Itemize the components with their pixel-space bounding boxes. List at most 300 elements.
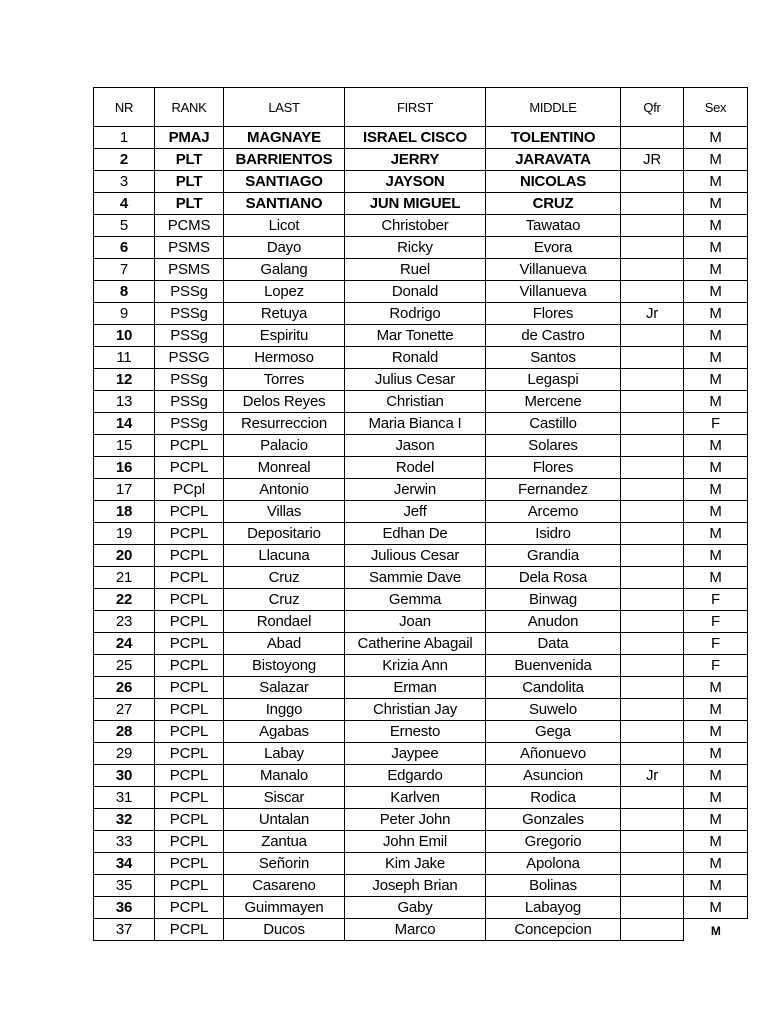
cell-last: Retuya <box>224 303 345 325</box>
cell-rank: PSSg <box>155 413 224 435</box>
cell-middle: Binwag <box>486 589 621 611</box>
table-row <box>94 413 748 435</box>
cell-sex: M <box>684 369 748 391</box>
cell-rank: PSSg <box>155 391 224 413</box>
cell-middle: Castillo <box>486 413 621 435</box>
cell-rank: PCPL <box>155 853 224 875</box>
cell-sex: M <box>684 171 748 193</box>
cell-last: Agabas <box>224 721 345 743</box>
cell-qfr <box>621 787 684 809</box>
cell-first: Peter John <box>345 809 486 831</box>
table-row <box>94 611 748 633</box>
cell-last: Torres <box>224 369 345 391</box>
cell-first: Marco <box>345 919 486 941</box>
cell-nr: 15 <box>94 435 155 457</box>
cell-rank: PCPL <box>155 919 224 941</box>
cell-nr: 31 <box>94 787 155 809</box>
cell-middle: Dela Rosa <box>486 567 621 589</box>
cell-sex: M <box>684 193 748 215</box>
table-row <box>94 787 748 809</box>
cell-qfr: Jr <box>621 303 684 325</box>
cell-first: JAYSON <box>345 171 486 193</box>
table-row <box>94 743 748 765</box>
cell-first: Sammie Dave <box>345 567 486 589</box>
cell-sex: M <box>684 457 748 479</box>
cell-first: Gaby <box>345 897 486 919</box>
cell-nr: 34 <box>94 853 155 875</box>
cell-qfr <box>621 171 684 193</box>
cell-rank: PCPL <box>155 765 224 787</box>
cell-first: Rodel <box>345 457 486 479</box>
cell-nr: 23 <box>94 611 155 633</box>
cell-last: Galang <box>224 259 345 281</box>
cell-sex: M <box>684 677 748 699</box>
cell-middle: JARAVATA <box>486 149 621 171</box>
cell-last: Casareno <box>224 875 345 897</box>
table-row <box>94 127 748 149</box>
cell-sex: F <box>684 589 748 611</box>
cell-nr: 26 <box>94 677 155 699</box>
cell-last: Zantua <box>224 831 345 853</box>
cell-qfr <box>621 259 684 281</box>
cell-first: Gemma <box>345 589 486 611</box>
cell-middle: Bolinas <box>486 875 621 897</box>
cell-middle: Fernandez <box>486 479 621 501</box>
cell-first: Christian <box>345 391 486 413</box>
table-row <box>94 325 748 347</box>
cell-last: Llacuna <box>224 545 345 567</box>
cell-middle: Isidro <box>486 523 621 545</box>
table-row <box>94 765 748 787</box>
cell-nr: 28 <box>94 721 155 743</box>
cell-sex: F <box>684 633 748 655</box>
table-row <box>94 215 748 237</box>
cell-nr: 12 <box>94 369 155 391</box>
cell-middle: Buenvenida <box>486 655 621 677</box>
cell-last: Cruz <box>224 589 345 611</box>
cell-sex: M <box>684 237 748 259</box>
cell-sex: F <box>684 611 748 633</box>
cell-qfr <box>621 347 684 369</box>
cell-first: Edhan De <box>345 523 486 545</box>
cell-middle: CRUZ <box>486 193 621 215</box>
table-row <box>94 149 748 171</box>
cell-qfr: JR <box>621 149 684 171</box>
cell-first: Christober <box>345 215 486 237</box>
cell-rank: PCPL <box>155 457 224 479</box>
cell-first: Kim Jake <box>345 853 486 875</box>
header-first: FIRST <box>345 88 486 127</box>
cell-first: Ronald <box>345 347 486 369</box>
cell-rank: PSSg <box>155 281 224 303</box>
cell-middle: Legaspi <box>486 369 621 391</box>
table-row <box>94 523 748 545</box>
cell-last: Ducos <box>224 919 345 941</box>
table-row <box>94 809 748 831</box>
roster-body <box>94 127 748 941</box>
cell-first: Joan <box>345 611 486 633</box>
cell-rank: PLT <box>155 171 224 193</box>
table-row <box>94 369 748 391</box>
cell-first: Ricky <box>345 237 486 259</box>
cell-nr: 17 <box>94 479 155 501</box>
cell-first: Mar Tonette <box>345 325 486 347</box>
cell-last: Palacio <box>224 435 345 457</box>
table-row <box>94 655 748 677</box>
table-row <box>94 677 748 699</box>
cell-rank: PCPL <box>155 897 224 919</box>
cell-rank: PCPL <box>155 831 224 853</box>
cell-last: Guimmayen <box>224 897 345 919</box>
cell-qfr <box>621 479 684 501</box>
cell-last: MAGNAYE <box>224 127 345 149</box>
cell-first: John Emil <box>345 831 486 853</box>
cell-qfr <box>621 413 684 435</box>
cell-first: Maria Bianca I <box>345 413 486 435</box>
cell-nr: 13 <box>94 391 155 413</box>
cell-first: JUN MIGUEL <box>345 193 486 215</box>
cell-last: Untalan <box>224 809 345 831</box>
table-row <box>94 391 748 413</box>
cell-qfr <box>621 721 684 743</box>
cell-qfr <box>621 611 684 633</box>
cell-sex: M <box>684 325 748 347</box>
cell-qfr <box>621 919 684 941</box>
table-row <box>94 919 748 941</box>
cell-qfr <box>621 193 684 215</box>
cell-qfr <box>621 457 684 479</box>
header-row <box>94 88 748 127</box>
cell-last: Cruz <box>224 567 345 589</box>
cell-sex: M <box>684 391 748 413</box>
cell-last: Dayo <box>224 237 345 259</box>
cell-qfr <box>621 589 684 611</box>
cell-sex: M <box>684 435 748 457</box>
cell-middle: Villanueva <box>486 259 621 281</box>
cell-last: Villas <box>224 501 345 523</box>
cell-nr: 36 <box>94 897 155 919</box>
cell-rank: PCPL <box>155 699 224 721</box>
cell-qfr <box>621 567 684 589</box>
header-last: LAST <box>224 88 345 127</box>
cell-rank: PCPL <box>155 567 224 589</box>
cell-nr: 35 <box>94 875 155 897</box>
cell-sex: M <box>684 853 748 875</box>
header-sex: Sex <box>684 88 748 127</box>
cell-nr: 1 <box>94 127 155 149</box>
cell-nr: 22 <box>94 589 155 611</box>
cell-rank: PCPL <box>155 545 224 567</box>
cell-middle: Flores <box>486 303 621 325</box>
cell-sex: M <box>684 523 748 545</box>
cell-middle: Gonzales <box>486 809 621 831</box>
cell-sex: M <box>684 897 748 919</box>
cell-middle: Grandia <box>486 545 621 567</box>
cell-nr: 5 <box>94 215 155 237</box>
cell-nr: 9 <box>94 303 155 325</box>
cell-sex: M <box>684 831 748 853</box>
table-row <box>94 545 748 567</box>
header-middle: MIDDLE <box>486 88 621 127</box>
cell-last: Licot <box>224 215 345 237</box>
cell-first: JERRY <box>345 149 486 171</box>
cell-sex: F <box>684 413 748 435</box>
cell-rank: PCPL <box>155 655 224 677</box>
cell-nr: 10 <box>94 325 155 347</box>
cell-first: Julious Cesar <box>345 545 486 567</box>
cell-last: Espiritu <box>224 325 345 347</box>
cell-sex: M <box>684 347 748 369</box>
cell-rank: PCPL <box>155 501 224 523</box>
cell-qfr: Jr <box>621 765 684 787</box>
cell-rank: PCPL <box>155 809 224 831</box>
cell-sex: M <box>684 875 748 897</box>
cell-first: Catherine Abagail <box>345 633 486 655</box>
cell-middle: Gega <box>486 721 621 743</box>
cell-nr: 33 <box>94 831 155 853</box>
table-row <box>94 237 748 259</box>
cell-middle: Arcemo <box>486 501 621 523</box>
cell-first: Ruel <box>345 259 486 281</box>
cell-first: Rodrigo <box>345 303 486 325</box>
cell-middle: Rodica <box>486 787 621 809</box>
cell-nr: 7 <box>94 259 155 281</box>
cell-rank: PCPL <box>155 589 224 611</box>
cell-qfr <box>621 435 684 457</box>
cell-qfr <box>621 281 684 303</box>
cell-qfr <box>621 655 684 677</box>
cell-last: Rondael <box>224 611 345 633</box>
cell-sex: M <box>684 303 748 325</box>
cell-qfr <box>621 809 684 831</box>
cell-last: Lopez <box>224 281 345 303</box>
cell-rank: PCPL <box>155 875 224 897</box>
cell-rank: PCpl <box>155 479 224 501</box>
table-row <box>94 479 748 501</box>
cell-rank: PSSg <box>155 303 224 325</box>
cell-qfr <box>621 325 684 347</box>
cell-nr: 29 <box>94 743 155 765</box>
cell-nr: 3 <box>94 171 155 193</box>
cell-nr: 2 <box>94 149 155 171</box>
header-nr: NR <box>94 88 155 127</box>
cell-qfr <box>621 391 684 413</box>
cell-first: Donald <box>345 281 486 303</box>
cell-sex: M <box>684 259 748 281</box>
table-row <box>94 589 748 611</box>
cell-qfr <box>621 853 684 875</box>
cell-first: Jason <box>345 435 486 457</box>
cell-rank: PLT <box>155 149 224 171</box>
cell-middle: Gregorio <box>486 831 621 853</box>
cell-rank: PMAJ <box>155 127 224 149</box>
cell-last: Hermoso <box>224 347 345 369</box>
cell-rank: PCPL <box>155 633 224 655</box>
header-qfr: Qfr <box>621 88 684 127</box>
cell-middle: Santos <box>486 347 621 369</box>
cell-first: Jaypee <box>345 743 486 765</box>
cell-last: Depositario <box>224 523 345 545</box>
cell-rank: PCPL <box>155 435 224 457</box>
table-row <box>94 259 748 281</box>
cell-middle: Mercene <box>486 391 621 413</box>
cell-sex: M <box>684 567 748 589</box>
cell-qfr <box>621 501 684 523</box>
cell-rank: PCPL <box>155 611 224 633</box>
header-rank: RANK <box>155 88 224 127</box>
cell-first: Krizia Ann <box>345 655 486 677</box>
cell-rank: PLT <box>155 193 224 215</box>
cell-rank: PCPL <box>155 787 224 809</box>
cell-nr: 14 <box>94 413 155 435</box>
cell-nr: 21 <box>94 567 155 589</box>
cell-qfr <box>621 369 684 391</box>
cell-middle: Villanueva <box>486 281 621 303</box>
cell-sex: M <box>684 743 748 765</box>
cell-nr: 30 <box>94 765 155 787</box>
cell-sex: M <box>684 479 748 501</box>
cell-sex: M <box>684 149 748 171</box>
cell-nr: 27 <box>94 699 155 721</box>
cell-middle: Flores <box>486 457 621 479</box>
cell-last: Salazar <box>224 677 345 699</box>
cell-first: Jeff <box>345 501 486 523</box>
cell-nr: 18 <box>94 501 155 523</box>
table-row <box>94 171 748 193</box>
cell-qfr <box>621 523 684 545</box>
table-row <box>94 853 748 875</box>
cell-nr: 6 <box>94 237 155 259</box>
cell-rank: PSSg <box>155 325 224 347</box>
cell-middle: Evora <box>486 237 621 259</box>
cell-last: Antonio <box>224 479 345 501</box>
cell-last: Señorin <box>224 853 345 875</box>
cell-qfr <box>621 699 684 721</box>
cell-qfr <box>621 545 684 567</box>
cell-middle: Candolita <box>486 677 621 699</box>
cell-sex: M <box>684 281 748 303</box>
cell-first: Jerwin <box>345 479 486 501</box>
cell-middle: Data <box>486 633 621 655</box>
cell-sex: M <box>710 923 721 938</box>
cell-middle: Apolona <box>486 853 621 875</box>
cell-first: Edgardo <box>345 765 486 787</box>
cell-qfr <box>621 875 684 897</box>
cell-nr: 37 <box>94 919 155 941</box>
cell-qfr <box>621 831 684 853</box>
table-row <box>94 193 748 215</box>
cell-nr: 4 <box>94 193 155 215</box>
cell-last: Manalo <box>224 765 345 787</box>
table-row <box>94 281 748 303</box>
cell-last: BARRIENTOS <box>224 149 345 171</box>
cell-sex: M <box>684 699 748 721</box>
cell-nr: 8 <box>94 281 155 303</box>
cell-last: Abad <box>224 633 345 655</box>
cell-first: Erman <box>345 677 486 699</box>
cell-middle: de Castro <box>486 325 621 347</box>
cell-nr: 20 <box>94 545 155 567</box>
cell-sex: M <box>684 721 748 743</box>
cell-last: Siscar <box>224 787 345 809</box>
table-row <box>94 721 748 743</box>
cell-qfr <box>621 677 684 699</box>
cell-qfr <box>621 743 684 765</box>
table-row <box>94 699 748 721</box>
cell-middle: Añonuevo <box>486 743 621 765</box>
cell-rank: PCMS <box>155 215 224 237</box>
cell-middle: TOLENTINO <box>486 127 621 149</box>
table-row <box>94 567 748 589</box>
cell-last: Bistoyong <box>224 655 345 677</box>
cell-qfr <box>621 215 684 237</box>
cell-rank: PCPL <box>155 523 224 545</box>
cell-qfr <box>621 633 684 655</box>
cell-sex: M <box>684 545 748 567</box>
cell-rank: PCPL <box>155 677 224 699</box>
table-row <box>94 875 748 897</box>
cell-sex: M <box>684 501 748 523</box>
cell-sex: M <box>684 787 748 809</box>
cell-rank: PSMS <box>155 237 224 259</box>
table-row <box>94 897 748 919</box>
cell-last: Delos Reyes <box>224 391 345 413</box>
cell-nr: 25 <box>94 655 155 677</box>
cell-middle: Suwelo <box>486 699 621 721</box>
cell-nr: 19 <box>94 523 155 545</box>
table-row <box>94 303 748 325</box>
cell-nr: 32 <box>94 809 155 831</box>
cell-sex: F <box>684 655 748 677</box>
cell-middle: Asuncion <box>486 765 621 787</box>
cell-rank: PCPL <box>155 721 224 743</box>
cell-nr: 11 <box>94 347 155 369</box>
cell-first: Christian Jay <box>345 699 486 721</box>
cell-first: Karlven <box>345 787 486 809</box>
cell-nr: 16 <box>94 457 155 479</box>
cell-last: Monreal <box>224 457 345 479</box>
cell-rank: PSSG <box>155 347 224 369</box>
cell-middle: Solares <box>486 435 621 457</box>
cell-first: Joseph Brian <box>345 875 486 897</box>
cell-middle: NICOLAS <box>486 171 621 193</box>
cell-last: Resurreccion <box>224 413 345 435</box>
table-row <box>94 347 748 369</box>
cell-nr: 24 <box>94 633 155 655</box>
cell-rank: PSSg <box>155 369 224 391</box>
table-row <box>94 831 748 853</box>
cell-last: Inggo <box>224 699 345 721</box>
cell-middle: Tawatao <box>486 215 621 237</box>
cell-qfr <box>621 127 684 149</box>
cell-sex: M <box>684 127 748 149</box>
cell-sex: M <box>684 809 748 831</box>
cell-last: SANTIANO <box>224 193 345 215</box>
cell-middle: Concepcion <box>486 919 621 941</box>
cell-middle: Anudon <box>486 611 621 633</box>
table-row <box>94 501 748 523</box>
cell-last: SANTIAGO <box>224 171 345 193</box>
cell-qfr <box>621 237 684 259</box>
table-row <box>94 633 748 655</box>
cell-middle: Labayog <box>486 897 621 919</box>
cell-rank: PCPL <box>155 743 224 765</box>
cell-first: Julius Cesar <box>345 369 486 391</box>
cell-first: Ernesto <box>345 721 486 743</box>
personnel-roster-table <box>93 87 748 941</box>
cell-last: Labay <box>224 743 345 765</box>
cell-first: ISRAEL CISCO <box>345 127 486 149</box>
